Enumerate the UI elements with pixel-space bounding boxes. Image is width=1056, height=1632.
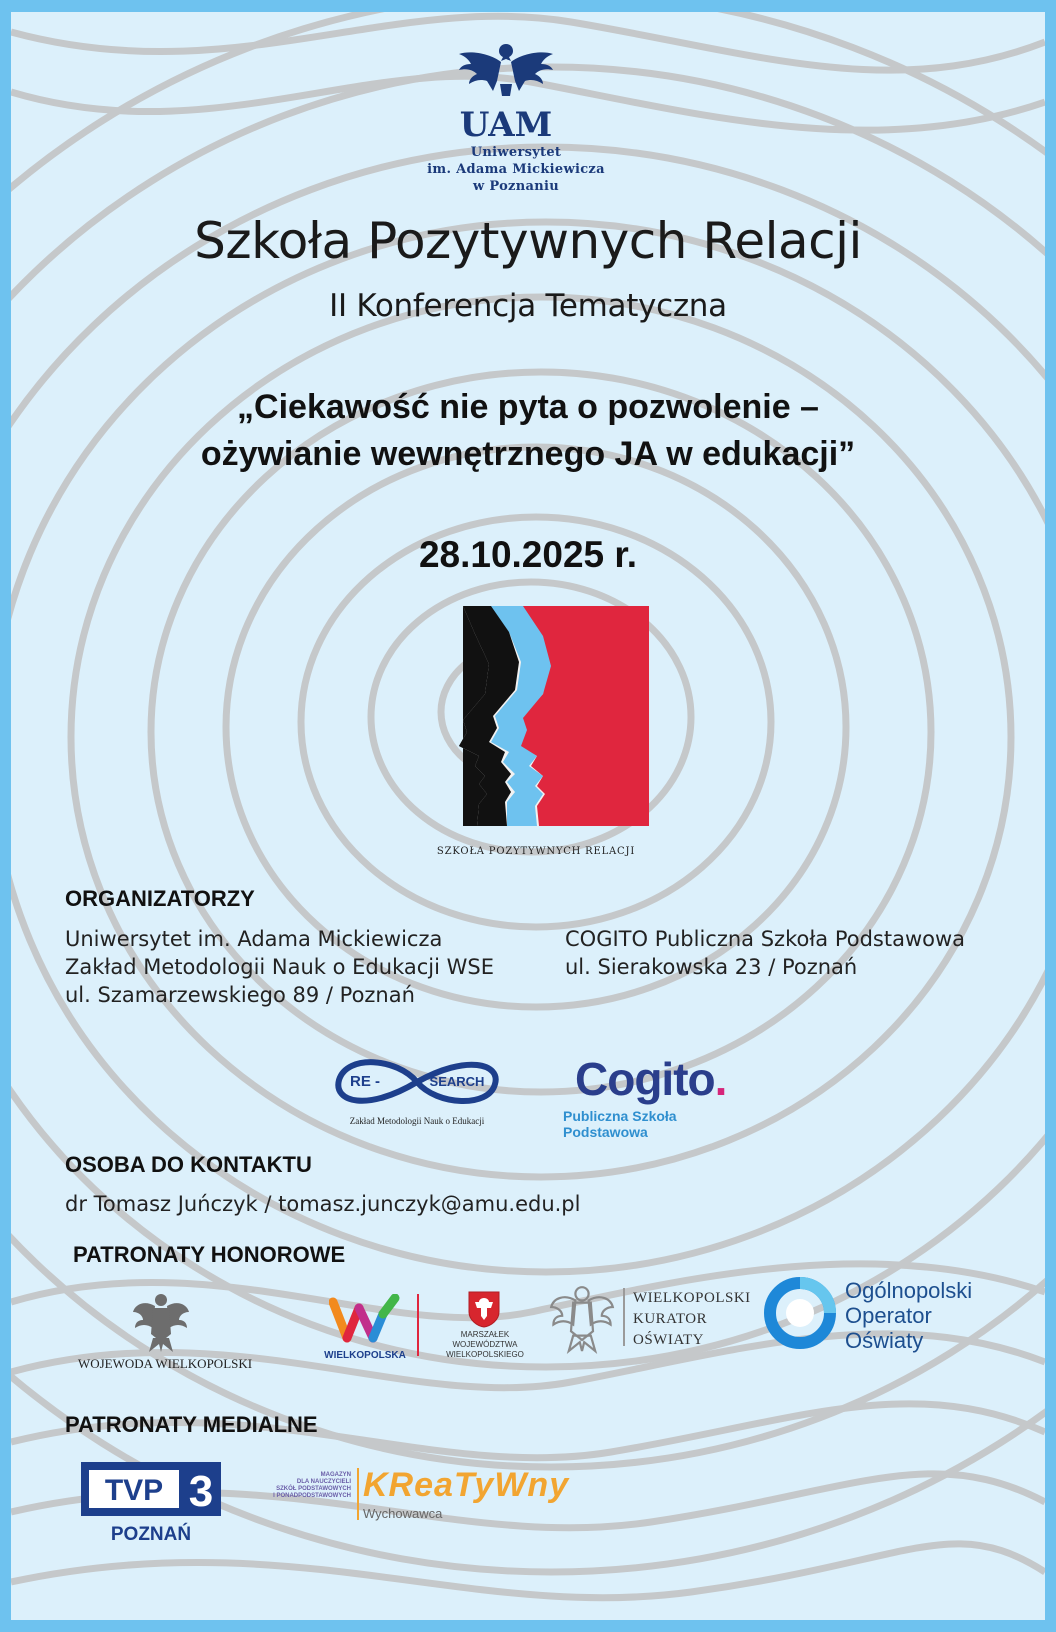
cogito-word: Cogito (575, 1053, 715, 1105)
divider-line (417, 1294, 419, 1356)
organizer-cogito-line-1: COGITO Publiczna Szkoła Podstawowa (565, 927, 966, 951)
operator-line-2: Operator (845, 1303, 932, 1328)
tvp-letters: TVP (104, 1474, 164, 1507)
marszalek-line-1: MARSZAŁEK (460, 1330, 510, 1339)
kurator-line-2: KURATOR (633, 1311, 708, 1327)
research-logo-caption: Zakład Metodologii Nauk o Edukacji (349, 1116, 485, 1126)
kurator-line-3: OŚWIATY (633, 1332, 704, 1348)
magazine-subtitle: Wychowawca (363, 1506, 443, 1521)
honorary-patronage-heading: PATRONATY HONOROWE (73, 1242, 346, 1267)
conference-date: 28.10.2025 r. (418, 534, 638, 575)
cogito-subtitle: Publiczna Szkoła Podstawowa (563, 1108, 677, 1140)
theme-line-2: ożywianie wewnętrznego JA w edukacji” (200, 435, 856, 473)
kurator-eagle-icon (549, 1282, 615, 1354)
wielkopolska-label: WIELKOPOLSKA (324, 1350, 406, 1361)
cogito-logo (563, 1052, 763, 1140)
organizer-uam-line-3: ul. Szamarzewskiego 89 / Poznań (65, 983, 415, 1007)
magazine-descriptor-line-1: MAGAZYN (320, 1472, 351, 1478)
magazine-title: KReaTyWny (363, 1466, 570, 1504)
marszalek-line-2: WOJEWÓDZTWA (452, 1340, 518, 1349)
conference-theme (11, 384, 1045, 478)
operator-label (845, 1278, 972, 1353)
magazine-descriptor-line-4: I PONADPODSTAWOWYCH (273, 1493, 351, 1499)
uam-logo-text: UAM (459, 105, 553, 142)
marszalek-shield-icon (467, 1290, 501, 1328)
wielkopolska-w-logo (329, 1294, 401, 1346)
marszalek-line-3: WIELKOPOLSKIEGO (446, 1350, 524, 1359)
marszalek-label (431, 1330, 539, 1360)
university-line-1: Uniwersytet (470, 145, 562, 160)
magazine-descriptor-line-2: DLA NAUCZYCIELI (296, 1479, 351, 1485)
polish-eagle-icon (131, 1290, 191, 1354)
organizer-uam (65, 925, 535, 1009)
wojewoda-label: WOJEWODA WIELKOPOLSKI (77, 1356, 253, 1371)
kurator-line-1: WIELKOPOLSKI (633, 1290, 751, 1306)
university-line-3: w Poznaniu (473, 179, 559, 194)
tvp3-logo (81, 1462, 221, 1522)
organizer-uam-line-1: Uniwersytet im. Adama Mickiewicza (65, 927, 443, 951)
organizer-uam-line-2: Zakład Metodologii Nauk o Edukacji WSE (65, 955, 494, 979)
operator-oswiaty-logo (763, 1276, 837, 1350)
research-logo-right: SEARCH (429, 1074, 485, 1089)
kurator-divider (623, 1288, 625, 1346)
magazine-descriptor-line-3: SZKÓŁ PODSTAWOWYCH (276, 1486, 351, 1492)
magazine-divider (357, 1468, 359, 1520)
operator-line-3: Oświaty (845, 1328, 924, 1353)
organizer-cogito-line-2: ul. Sierakowska 23 / Poznań (565, 955, 858, 979)
research-logo (327, 1050, 507, 1130)
tvp-city: POZNAŃ (110, 1524, 192, 1545)
media-patronage-heading: PATRONATY MEDIALNE (65, 1412, 318, 1437)
uam-eagle-logo (451, 40, 561, 142)
spr-logo-caption: SZKOŁA POZYTYWNYCH RELACJI (436, 846, 636, 857)
magazine-descriptor (251, 1472, 351, 1500)
contact-details: dr Tomasz Juńczyk / tomasz.junczyk@amu.edu.pl (65, 1192, 581, 1216)
cogito-dot: . (714, 1053, 727, 1105)
university-line-2: im. Adama Mickiewicza (427, 162, 605, 177)
conference-subtitle: II Konferencja Tematyczna (329, 288, 727, 324)
spr-faces-logo (419, 606, 649, 826)
university-name (351, 144, 681, 195)
cogito-wordmark (575, 1052, 726, 1106)
contact-heading: OSOBA DO KONTAKTU (65, 1152, 312, 1177)
poster (11, 12, 1045, 1620)
organizers-heading: ORGANIZATORZY (65, 886, 255, 911)
research-logo-left: RE - (350, 1073, 380, 1090)
conference-title: Szkoła Pozytywnych Relacji (194, 212, 862, 270)
tvp-number: 3 (188, 1467, 214, 1516)
theme-line-1: „Ciekawość nie pyta o pozwolenie – (237, 388, 819, 426)
operator-line-1: Ogólnopolski (845, 1278, 973, 1303)
kurator-label (633, 1288, 751, 1351)
organizer-cogito (565, 925, 1035, 981)
